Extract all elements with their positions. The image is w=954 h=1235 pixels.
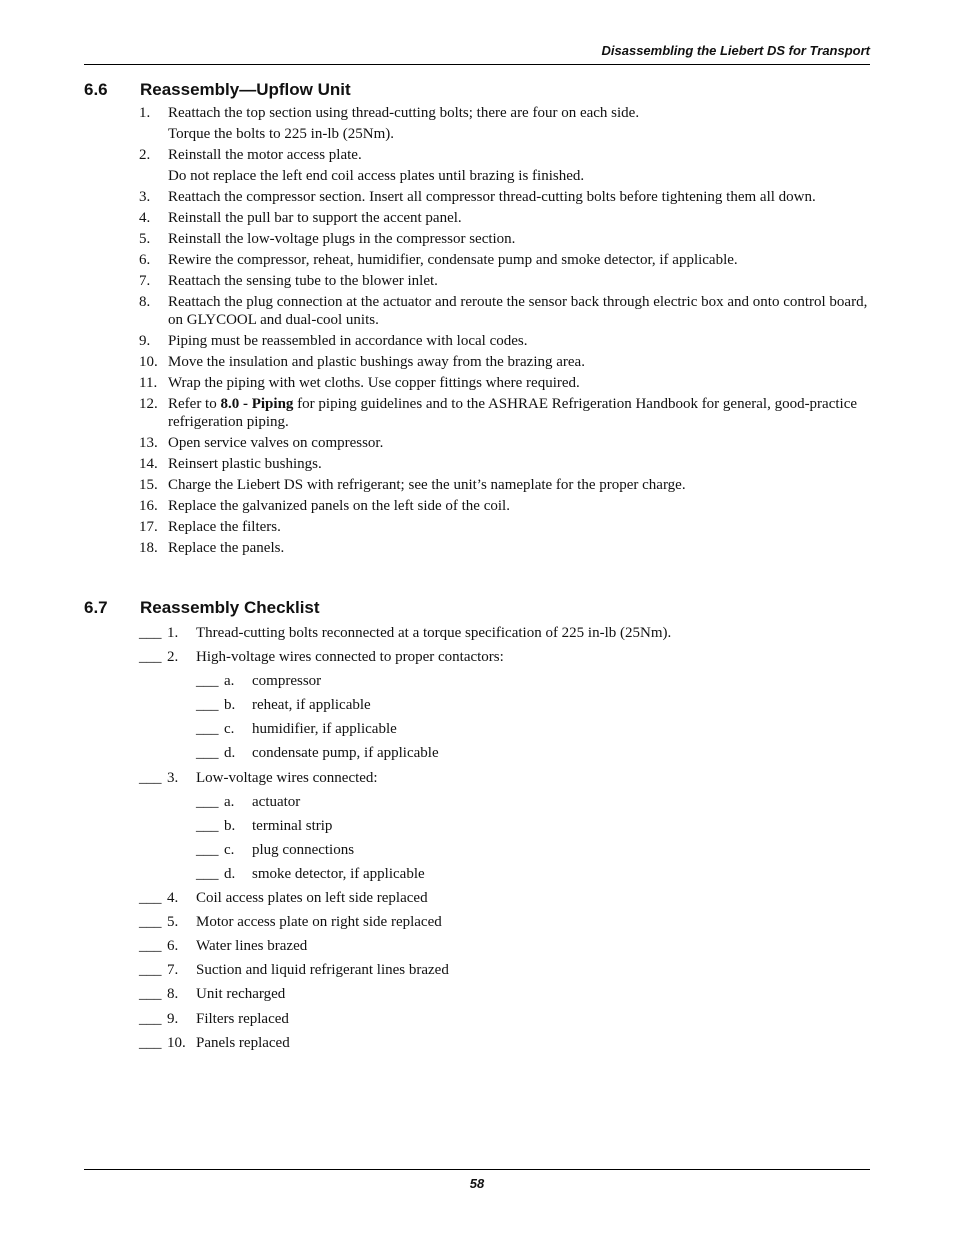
checklist-subitem	[139, 792, 874, 816]
step-number: 3.	[139, 189, 151, 205]
step-number: 4.	[139, 210, 151, 226]
checklist-number: 9.	[167, 1010, 179, 1027]
checklist-number: 1.	[167, 625, 179, 641]
checklist-number: 7.	[167, 962, 179, 979]
checklist-letter: b.	[224, 817, 236, 834]
list-item	[139, 146, 874, 185]
step-text-part: Reattach the plug connection at the actuator and reroute the sensor back through electric box and onto control board, on GLYCOOL and dual-cool units.	[168, 294, 868, 328]
step-text-part: Charge the Liebert DS with refrigerant; see the unit’s nameplate for the proper charge.	[168, 477, 686, 493]
step-number: 10.	[139, 354, 158, 370]
step-text	[168, 374, 874, 392]
checklist-subitem	[139, 719, 874, 743]
step-text	[168, 539, 874, 557]
step-text	[168, 455, 874, 473]
step-number: 15.	[139, 477, 158, 493]
step-text	[168, 395, 874, 431]
checkbox-blank[interactable]: ___	[139, 1034, 162, 1051]
step-text-part: Reinsert plastic bushings.	[168, 456, 322, 472]
section-6-7-title: Reassembly Checklist	[140, 598, 320, 617]
checklist-item	[139, 936, 874, 960]
step-text	[168, 209, 874, 227]
step-text-part: Replace the filters.	[168, 519, 281, 535]
list-item	[139, 374, 874, 392]
checklist-letter: a.	[224, 793, 235, 810]
step-number: 7.	[139, 273, 151, 289]
checkbox-blank[interactable]: ___	[139, 986, 162, 1003]
step-text-part: Replace the galvanized panels on the left side of the coil.	[168, 498, 510, 514]
step-text	[168, 230, 874, 248]
checkbox-blank[interactable]: ___	[139, 914, 162, 931]
list-item	[139, 272, 874, 290]
checklist-subitem	[139, 671, 874, 695]
checklist-subtext: terminal strip	[252, 817, 333, 834]
step-text	[168, 332, 874, 350]
checklist-subtext: humidifier, if applicable	[252, 721, 397, 738]
step-subtext: Torque the bolts to 225 in-lb (25Nm).	[168, 126, 395, 142]
checklist-number: 3.	[167, 769, 179, 786]
checklist-number: 8.	[167, 986, 179, 1003]
step-subtext: Do not replace the left end coil access plates until brazing is finished.	[168, 168, 585, 184]
checkbox-blank[interactable]: ___	[196, 697, 219, 714]
footer-rule	[84, 1169, 870, 1170]
checklist-letter: a.	[224, 673, 235, 690]
list-item	[139, 434, 874, 452]
step-text	[168, 272, 874, 290]
step-text	[168, 188, 874, 206]
step-text	[168, 518, 874, 536]
step-text-part: for piping guidelines and to the ASHRAE Refrigeration Handbook for general, good-practice refrigeration piping.	[168, 396, 858, 430]
checklist-subitem	[139, 695, 874, 719]
checkbox-blank[interactable]: ___	[139, 769, 162, 786]
checklist-letter: d.	[224, 745, 236, 762]
checklist-item	[139, 647, 874, 671]
step-text	[168, 476, 874, 494]
checklist-subitem	[139, 864, 874, 888]
reassembly-checklist	[139, 623, 874, 1057]
step-number: 14.	[139, 456, 158, 472]
step-text	[168, 251, 874, 269]
checklist-text: Motor access plate on right side replaced	[196, 914, 442, 931]
checkbox-blank[interactable]: ___	[196, 721, 219, 738]
step-number: 12.	[139, 396, 158, 412]
list-item	[139, 539, 874, 557]
checklist-text: Low-voltage wires connected:	[196, 769, 378, 786]
checklist-subtext: reheat, if applicable	[252, 697, 371, 714]
checkbox-blank[interactable]: ___	[139, 890, 162, 907]
section-6-7-number: 6.7	[84, 598, 108, 617]
step-text	[168, 497, 874, 515]
step-text	[168, 104, 874, 143]
list-item	[139, 251, 874, 269]
checklist-number: 10.	[167, 1034, 186, 1051]
step-number: 2.	[139, 147, 151, 163]
section-reference: 8.0 - Piping	[220, 396, 294, 412]
checklist-text: Thread-cutting bolts reconnected at a torque specification of 225 in-lb (25Nm).	[196, 625, 672, 641]
checklist-text: Suction and liquid refrigerant lines brazed	[196, 962, 449, 979]
step-text-part: Reinstall the low-voltage plugs in the compressor section.	[168, 231, 516, 247]
checklist-subitem	[139, 840, 874, 864]
step-text-part: Reinstall the motor access plate.	[168, 147, 362, 163]
checklist-text: High-voltage wires connected to proper contactors:	[196, 649, 504, 666]
checklist-subtext: compressor	[252, 673, 322, 690]
step-number: 16.	[139, 498, 158, 514]
checklist-number: 2.	[167, 649, 179, 666]
checklist-number: 5.	[167, 914, 179, 931]
list-item	[139, 353, 874, 371]
step-text-part: Reattach the top section using thread-cutting bolts; there are four on each side.	[168, 105, 640, 121]
step-text-part: Wrap the piping with wet cloths. Use copper fittings where required.	[168, 375, 580, 391]
checklist-subtext: condensate pump, if applicable	[252, 745, 439, 762]
checklist-subitem	[139, 743, 874, 767]
list-item	[139, 293, 874, 329]
checkbox-blank[interactable]: ___	[139, 962, 162, 979]
checklist-letter: c.	[224, 841, 235, 858]
checklist-number: 6.	[167, 938, 179, 955]
checkbox-blank[interactable]: ___	[196, 673, 219, 690]
checkbox-blank[interactable]: ___	[139, 625, 162, 641]
step-number: 6.	[139, 252, 151, 268]
checklist-item	[139, 1033, 874, 1057]
checklist-letter: b.	[224, 697, 236, 714]
step-number: 13.	[139, 435, 158, 451]
checklist-letter: c.	[224, 721, 235, 738]
checklist-item	[139, 960, 874, 984]
checkbox-blank[interactable]: ___	[196, 817, 219, 834]
list-item	[139, 455, 874, 473]
checklist-text: Water lines brazed	[196, 938, 308, 955]
checkbox-blank[interactable]: ___	[139, 938, 162, 955]
header-title: Disassembling the Liebert DS for Transport	[601, 43, 870, 58]
step-number: 17.	[139, 519, 158, 535]
checklist-item	[139, 623, 874, 647]
checklist-item	[139, 984, 874, 1008]
checklist-subtext: actuator	[252, 793, 301, 810]
checklist-text: Unit recharged	[196, 986, 286, 1003]
list-item	[139, 395, 874, 431]
checkbox-blank[interactable]: ___	[196, 745, 219, 762]
step-text	[168, 434, 874, 452]
checklist-item	[139, 888, 874, 912]
reassembly-steps-list	[139, 104, 874, 560]
list-item	[139, 497, 874, 515]
step-text-part: Reattach the sensing tube to the blower inlet.	[168, 273, 438, 289]
list-item	[139, 518, 874, 536]
step-text-part: Move the insulation and plastic bushings away from the brazing area.	[168, 354, 585, 370]
list-item	[139, 104, 874, 143]
step-number: 5.	[139, 231, 151, 247]
checklist-text: Filters replaced	[196, 1010, 289, 1027]
checklist-subtext: plug connections	[252, 841, 355, 858]
step-text	[168, 146, 874, 185]
checkbox-blank[interactable]: ___	[139, 649, 162, 666]
step-text	[168, 353, 874, 371]
step-number: 1.	[139, 105, 151, 121]
step-text-part: Rewire the compressor, reheat, humidifier, condensate pump and smoke detector, if applicable.	[168, 252, 738, 268]
checklist-item	[139, 1009, 874, 1033]
section-6-6-title: Reassembly—Upflow Unit	[140, 80, 351, 99]
checklist-item	[139, 912, 874, 936]
list-item	[139, 332, 874, 350]
checklist-text: Panels replaced	[196, 1034, 290, 1051]
list-item	[139, 230, 874, 248]
page-number: 58	[469, 1176, 485, 1191]
step-text-part: Refer to	[168, 396, 221, 412]
checkbox-blank[interactable]: ___	[196, 841, 219, 858]
list-item	[139, 209, 874, 227]
step-text-part: Open service valves on compressor.	[168, 435, 384, 451]
step-number: 9.	[139, 333, 151, 349]
checklist-subtext: smoke detector, if applicable	[252, 865, 425, 882]
checklist-item	[139, 768, 874, 792]
step-number: 8.	[139, 294, 151, 310]
step-text-part: Reattach the compressor section. Insert all compressor thread-cutting bolts before tightening them all down.	[168, 189, 816, 205]
section-6-6-number: 6.6	[84, 80, 108, 99]
list-item	[139, 188, 874, 206]
checklist-subitem	[139, 816, 874, 840]
step-number: 11.	[139, 375, 158, 391]
step-text	[168, 293, 874, 329]
step-text-part: Piping must be reassembled in accordance with local codes.	[168, 333, 528, 349]
checklist-number: 4.	[167, 890, 179, 907]
step-text-part: Replace the panels.	[168, 540, 285, 556]
list-item	[139, 476, 874, 494]
checkbox-blank[interactable]: ___	[196, 793, 219, 810]
step-number: 18.	[139, 540, 158, 556]
checklist-text: Coil access plates on left side replaced	[196, 890, 428, 907]
checklist-letter: d.	[224, 865, 236, 882]
header-rule	[84, 64, 870, 65]
step-text-part: Reinstall the pull bar to support the accent panel.	[168, 210, 462, 226]
checkbox-blank[interactable]: ___	[196, 865, 219, 882]
checkbox-blank[interactable]: ___	[139, 1010, 162, 1027]
